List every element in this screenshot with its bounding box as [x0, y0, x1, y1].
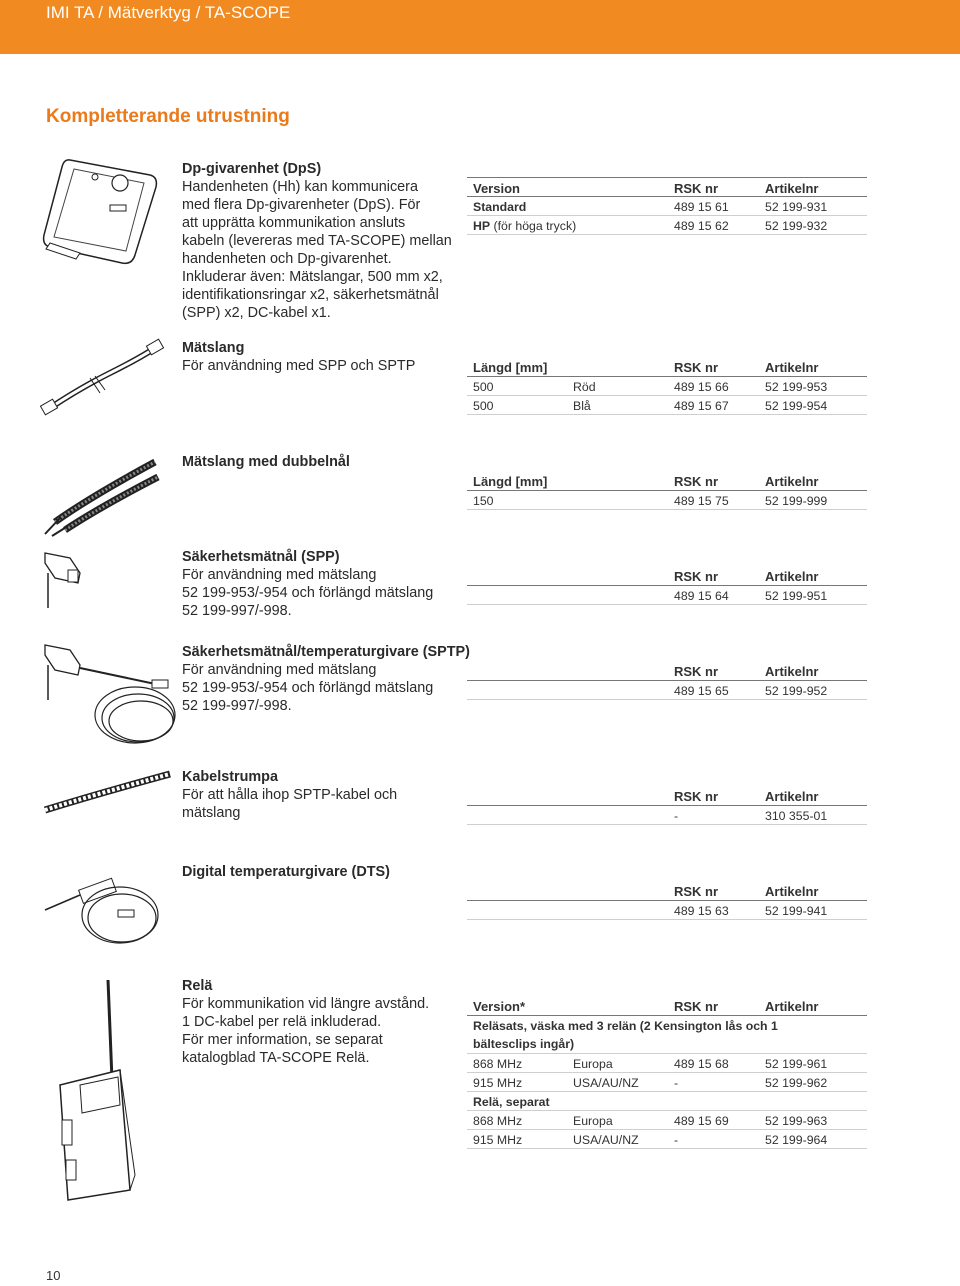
- header-artikelnr: Artikelnr: [765, 789, 819, 804]
- table-header: [467, 881, 867, 901]
- matslang-illustration: [40, 338, 165, 418]
- section-description: För kommunikation vid längre avstånd. 1 DC-kabel per relä inkluderad. För mer information, se separat katalogblad TA-SCOPE Relä.: [182, 996, 430, 1066]
- header-version: Version: [473, 181, 520, 196]
- table-row: [467, 491, 867, 510]
- header-artikelnr: Artikelnr: [765, 181, 819, 196]
- table-row: [467, 216, 867, 235]
- section-sptp: [182, 643, 470, 715]
- cell-artikelnr: 52 199-941: [765, 904, 828, 918]
- table-header: [467, 357, 867, 377]
- header-rsk: RSK nr: [674, 789, 719, 804]
- cell-color: Blå: [573, 399, 591, 413]
- cell-color: Röd: [573, 380, 596, 394]
- table-dubbelnal: [467, 471, 867, 510]
- table-dts: [467, 881, 867, 920]
- cell-artikelnr: 52 199-954: [765, 399, 828, 413]
- table-rela: [467, 996, 867, 1149]
- table-row: [467, 377, 867, 396]
- table-row: [467, 681, 867, 700]
- cell-langd: 150: [473, 494, 494, 508]
- section-description: För att hålla ihop SPTP-kabel och mätslang: [182, 787, 398, 821]
- cell-rsk: 489 15 68: [674, 1057, 729, 1071]
- table-group-row: [467, 1016, 867, 1054]
- table-header: [467, 566, 867, 586]
- section-description: Handenheten (Hh) kan kommunicera med flera Dp-givarenheter (DpS). För att upprätta kommunikation ansluts kabeln (levereras med TA-SCOPE) mellan handenheten och Dp-givarenhet. Inkluderar även: Mätslangar, 500 mm x2, identifikationsringar x2, säkerhetsmätnål (SPP) x2, DC-kabel x1.: [182, 179, 452, 321]
- table-matslang: [467, 357, 867, 415]
- cell-region: USA/AU/NZ: [573, 1133, 639, 1147]
- header-rsk: RSK nr: [674, 664, 719, 679]
- header-rsk: RSK nr: [674, 999, 719, 1014]
- header-artikelnr: Artikelnr: [765, 664, 819, 679]
- section-dts: [182, 863, 390, 881]
- cell-artikelnr: 52 199-961: [765, 1057, 828, 1071]
- header-langd: Längd [mm]: [473, 474, 548, 489]
- table-row: [467, 197, 867, 216]
- cell-rsk: -: [674, 1133, 679, 1147]
- kabelstrumpa-illustration: [40, 768, 175, 818]
- header-title: IMI TA / Mätverktyg / TA-SCOPE: [46, 3, 291, 22]
- section-dubbelnal: [182, 453, 350, 471]
- cell-rsk: 489 15 75: [674, 494, 729, 508]
- section-title: Digital temperaturgivare (DTS): [182, 864, 390, 880]
- cell-rsk: 489 15 63: [674, 904, 729, 918]
- header-version: Version*: [473, 999, 526, 1014]
- section-dps: [182, 160, 452, 322]
- header-rsk: RSK nr: [674, 360, 719, 375]
- table-header: [467, 786, 867, 806]
- group-label: Reläsats, väska med 3 relän (2 Kensington lås och 1 bältesclips ingår): [473, 1019, 778, 1051]
- cell-rsk: 489 15 61: [674, 200, 729, 214]
- cell-freq: 915 MHz: [473, 1076, 523, 1090]
- section-spp: [182, 548, 433, 620]
- cell-region: Europa: [573, 1114, 613, 1128]
- section-matslang: [182, 339, 415, 375]
- section-description: För användning med SPP och SPTP: [182, 358, 416, 374]
- table-header: [467, 471, 867, 491]
- table-dps: [467, 177, 867, 235]
- page-header: [0, 0, 960, 54]
- header-artikelnr: Artikelnr: [765, 474, 819, 489]
- table-row: [467, 1130, 867, 1149]
- section-title: Mätslang: [182, 340, 245, 356]
- page-number: 10: [46, 1268, 61, 1283]
- cell-artikelnr: 52 199-962: [765, 1076, 828, 1090]
- section-title: Mätslang med dubbelnål: [182, 454, 350, 470]
- table-spp: [467, 566, 867, 605]
- cell-artikelnr: 52 199-932: [765, 219, 828, 233]
- table-header: [467, 661, 867, 681]
- cell-version: HP (för höga tryck): [473, 219, 577, 233]
- sptp-illustration: [40, 640, 180, 750]
- dubbelnal-illustration: [40, 452, 165, 537]
- section-description: För användning med mätslang 52 199-953/-954 och förlängd mätslang 52 199-997/-998.: [182, 662, 434, 714]
- table-kabelstrumpa: [467, 786, 867, 825]
- cell-rsk: 489 15 66: [674, 380, 729, 394]
- section-title: Säkerhetsmätnål (SPP): [182, 549, 340, 565]
- table-header: [467, 996, 867, 1016]
- rela-illustration: [40, 975, 150, 1205]
- table-row: [467, 901, 867, 920]
- cell-region: Europa: [573, 1057, 613, 1071]
- cell-rsk: -: [674, 809, 679, 823]
- section-description: För användning med mätslang 52 199-953/-954 och förlängd mätslang 52 199-997/-998.: [182, 567, 434, 619]
- cell-artikelnr: 310 355-01: [765, 809, 828, 823]
- header-artikelnr: Artikelnr: [765, 360, 819, 375]
- section-title: Dp-givarenhet (DpS): [182, 161, 322, 177]
- header-rsk: RSK nr: [674, 884, 719, 899]
- cell-region: USA/AU/NZ: [573, 1076, 639, 1090]
- cell-freq: 868 MHz: [473, 1057, 523, 1071]
- cell-freq: 915 MHz: [473, 1133, 523, 1147]
- header-artikelnr: Artikelnr: [765, 884, 819, 899]
- section-title: Kabelstrumpa: [182, 769, 278, 785]
- cell-rsk: -: [674, 1076, 679, 1090]
- header-artikelnr: Artikelnr: [765, 569, 819, 584]
- cell-artikelnr: 52 199-952: [765, 684, 828, 698]
- header-rsk: RSK nr: [674, 181, 719, 196]
- table-row: [467, 1111, 867, 1130]
- group-label: Relä, separat: [473, 1095, 550, 1109]
- cell-artikelnr: 52 199-964: [765, 1133, 828, 1147]
- dps-device-illustration: [40, 155, 160, 270]
- table-group-row: [467, 1092, 867, 1111]
- cell-rsk: 489 15 67: [674, 399, 729, 413]
- section-title: Relä: [182, 978, 213, 994]
- cell-artikelnr: 52 199-953: [765, 380, 828, 394]
- cell-langd: 500: [473, 399, 494, 413]
- header-rsk: RSK nr: [674, 569, 719, 584]
- dts-illustration: [40, 860, 170, 950]
- section-title: Säkerhetsmätnål/temperaturgivare (SPTP): [182, 644, 470, 660]
- table-row: [467, 396, 867, 415]
- section-kabelstrumpa: [182, 768, 397, 822]
- table-row: [467, 806, 867, 825]
- header-rsk: RSK nr: [674, 474, 719, 489]
- cell-version: Standard: [473, 200, 527, 214]
- cell-rsk: 489 15 64: [674, 589, 729, 603]
- cell-artikelnr: 52 199-999: [765, 494, 828, 508]
- cell-rsk: 489 15 65: [674, 684, 729, 698]
- table-row: [467, 1054, 867, 1073]
- cell-artikelnr: 52 199-963: [765, 1114, 828, 1128]
- cell-artikelnr: 52 199-931: [765, 200, 828, 214]
- header-artikelnr: Artikelnr: [765, 999, 819, 1014]
- table-row: [467, 586, 867, 605]
- section-rela: [182, 977, 429, 1067]
- spp-illustration: [40, 548, 90, 613]
- cell-freq: 868 MHz: [473, 1114, 523, 1128]
- cell-rsk: 489 15 69: [674, 1114, 729, 1128]
- cell-langd: 500: [473, 380, 494, 394]
- table-row: [467, 1073, 867, 1092]
- table-sptp: [467, 661, 867, 700]
- cell-artikelnr: 52 199-951: [765, 589, 828, 603]
- table-header: [467, 177, 867, 197]
- header-langd: Längd [mm]: [473, 360, 548, 375]
- page-title: Kompletterande utrustning: [46, 106, 290, 127]
- cell-rsk: 489 15 62: [674, 219, 729, 233]
